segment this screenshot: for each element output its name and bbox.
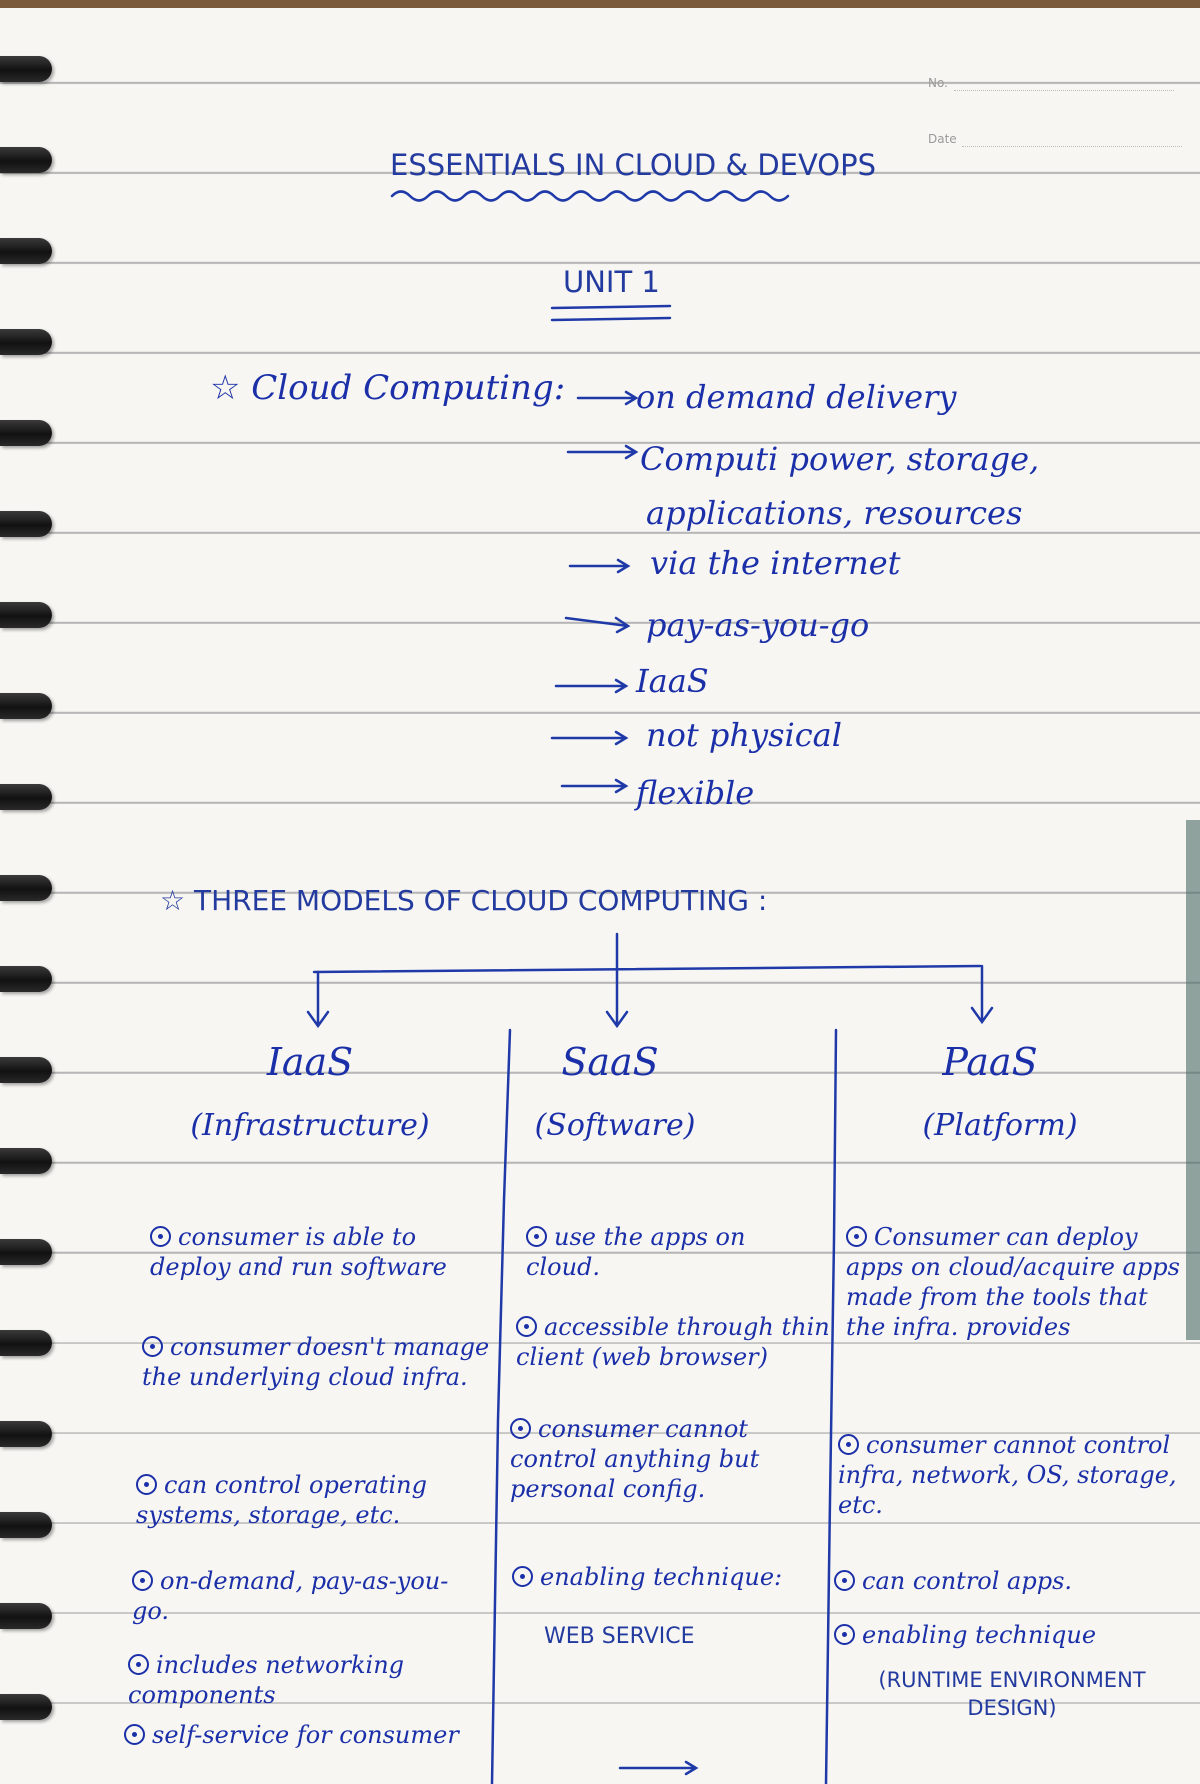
iaas-bullet-text: self-service for consumer [152, 1721, 459, 1749]
paas-bullet-text: consumer cannot control infra, network, OS, storage, etc. [838, 1431, 1177, 1519]
arrow-icon [566, 618, 628, 632]
iaas-bullet-text: consumer doesn't manage the underlying cloud infra. [142, 1333, 490, 1391]
iaas-column-subtitle: (Infrastructure) [190, 1108, 430, 1143]
iaas-bullet-text: consumer is able to deploy and run software [150, 1223, 447, 1281]
cc-point-2: Computi power, storage, [640, 440, 1040, 478]
title-wavy-underline [392, 192, 788, 201]
paas-bullet-text: enabling technique [862, 1621, 1097, 1649]
cc-point-4: via the internet [650, 544, 901, 582]
saas-bullet-text: consumer cannot control anything but personal config. [510, 1415, 760, 1503]
paas-column-title: PaaS [942, 1040, 1038, 1084]
no-label: No. [928, 76, 948, 90]
cc-point-1: on demand delivery [636, 378, 957, 416]
paas-column-subtitle: (Platform) [922, 1108, 1078, 1143]
arrow-icon [568, 446, 636, 458]
saas-column-title: SaaS [561, 1040, 659, 1084]
models-heading-text: THREE MODELS OF CLOUD COMPUTING : [194, 884, 768, 917]
tree-connector [314, 966, 980, 972]
cc-point-7: not physical [646, 716, 842, 754]
star-icon: ☆ [210, 368, 241, 408]
tree-connector [607, 970, 627, 1026]
page-title: ESSENTIALS IN CLOUD & DEVOPS [390, 148, 877, 182]
paas-bullet-text: Consumer can deploy apps on cloud/acquire apps made from the tools that the infra. provides [846, 1223, 1180, 1341]
saas-bullet-text: enabling technique: [540, 1563, 783, 1591]
saas-bullet-text: use the apps on cloud. [526, 1223, 746, 1281]
date-label: Date [928, 132, 957, 146]
saas-column-subtitle: (Software) [534, 1108, 696, 1143]
arrow-icon [552, 732, 626, 744]
iaas-column-title: IaaS [266, 1040, 354, 1084]
saas-technique: WEB SERVICE [544, 1624, 695, 1649]
tree-connector [308, 972, 328, 1026]
saas-bullet-text: accessible through thin client (web browser) [516, 1313, 830, 1371]
star-icon: ☆ [160, 884, 186, 917]
arrow-icon [556, 680, 626, 692]
arrow-icon [578, 392, 636, 404]
cc-point-5: pay-as-you-go [646, 606, 870, 644]
iaas-bullet-text: can control operating systems, storage, etc. [136, 1471, 427, 1529]
unit-heading: UNIT 1 [563, 265, 660, 299]
iaas-bullet-text: on-demand, pay-as-you-go. [132, 1567, 449, 1625]
iaas-bullet-text: includes networking components [128, 1651, 405, 1709]
arrow-icon [570, 560, 628, 572]
arrow-icon [620, 1762, 696, 1774]
column-divider [826, 1030, 836, 1784]
unit-underline [552, 306, 670, 308]
tree-connector [972, 966, 992, 1022]
column-divider [492, 1030, 510, 1784]
cloud-computing-heading-text: Cloud Computing: [251, 368, 566, 408]
cc-point-3: applications, resources [646, 494, 1023, 532]
paas-bullet-text: can control apps. [862, 1567, 1073, 1595]
cc-point-8: flexible [636, 774, 755, 812]
unit-underline [552, 318, 670, 320]
arrow-icon [562, 780, 626, 792]
paas-technique: (RUNTIME ENVIRONMENT DESIGN) [878, 1668, 1146, 1720]
cc-point-6: IaaS [636, 662, 709, 700]
